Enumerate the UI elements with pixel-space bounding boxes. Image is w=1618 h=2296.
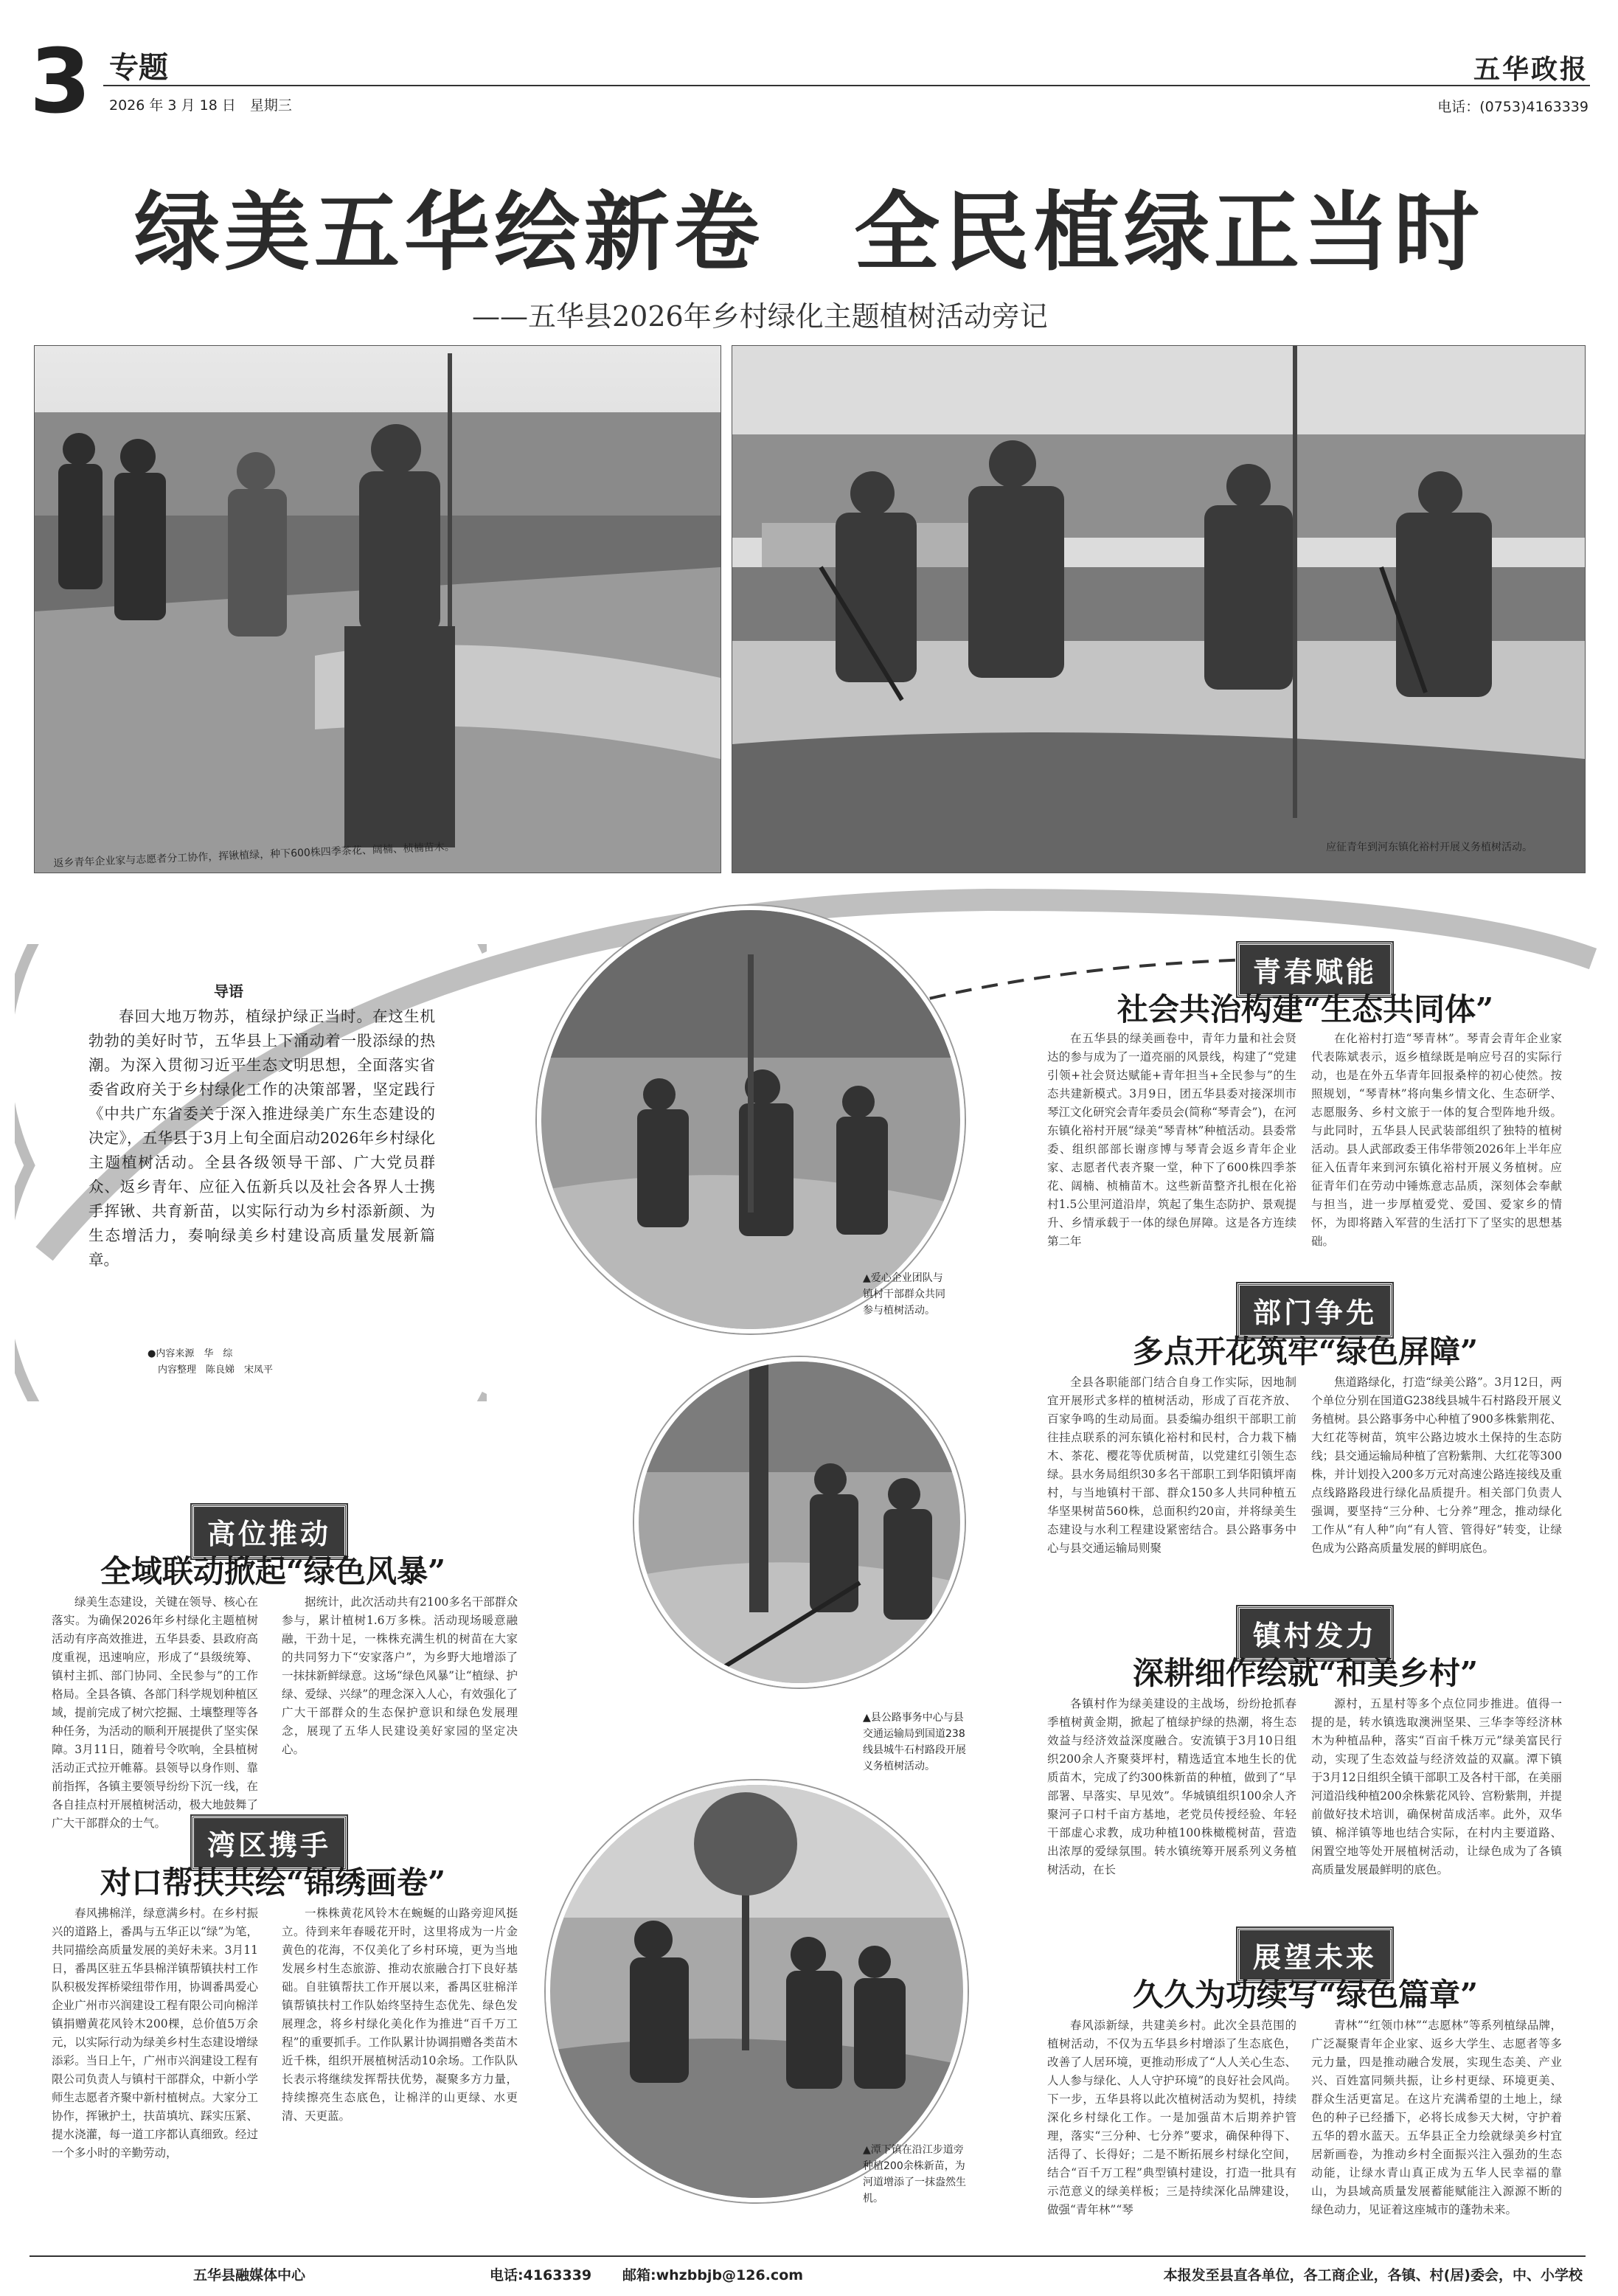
main-headline: 绿美五华绘新卷 全民植绿正当时 xyxy=(134,182,1484,282)
headline-youth: 社会共治构建“生态共同体” xyxy=(1117,991,1494,1027)
intro-source-1: ●内容来源 华 综 xyxy=(147,1348,233,1359)
page-number: 3 xyxy=(29,31,91,133)
section-title: 专题 xyxy=(109,51,168,85)
headline-future: 久久为功续写“绿色篇章” xyxy=(1132,1977,1479,2013)
top-right-caption: 应征青年到河东镇化裕村开展义务植树活动。 xyxy=(1326,842,1532,853)
masthead-phone: 电话：(0753)4163339 xyxy=(1437,99,1589,115)
intro-text: 春回大地万物苏，植绿护绿正当时。在这生机勃勃的美好时节，五华县上下涌动着一股添绿的热潮。为深入贯彻习近平生态文明思想，全面落实省委省政府关于乡村绿化工作的决策部署，坚定践行《中共广东省委关于深入推进绿美广东生态建设的决定》，五华县于3月上旬全面启动2026年乡村绿化主题植树活动。全县各级领导干部、广大党员群众、返乡青年、应征入伍新兵以及社会各界人士携手挥锹、共育新苗，以实际行动为乡村添新颜、为生态增活力，奏响绿美乡村建设高质量发展新篇章。 xyxy=(88,1007,435,1269)
circle2-caption: ▲县公路事务中心与县交通运输局到国道238线县城牛石村路段开展义务植树活动。 xyxy=(863,1712,966,1772)
tag-youth: 青春赋能 xyxy=(1237,943,1392,996)
department-col1: 全县各职能部门结合自身工作实际，因地制宜开展形式多样的植树活动，形成了百花齐放、百家争鸣的生动局面。县委编办组织干部职工前往挂点联系的河东镇化裕村和民村，合力栽下楠木、茶花、樱花等优质树苗，以党建红引领生态绿。县水务局组织30多名干部职工到华阳镇坪南村，与当地镇村干部、群众150多人共同种植五华坚果树苗560株，总面积约20亩，并将绿美生态建设与水利工程建设紧密结合。县公路事务中心与县交通运输局则聚 xyxy=(1047,1376,1296,1555)
villages-col2: 源村，五星村等多个点位同步推进。值得一提的是，转水镇选取澳洲坚果、三华李等经济林木为种植品种，落实“百亩千株万元”绿美富民行动，实现了生态效益与经济效益的双赢。潭下镇于3月12日组织全镇干部职工及各村干部，在美丽河道沿线种植200余株紫花风铃、宫粉紫荆，并提前做好技术培训，确保树苗成活率。此外，双华镇、棉洋镇等地也结合实际，在村内主要道路、闲置空地等处开展植树活动，让绿色成为了各镇高质量发展最鲜明的底色。 xyxy=(1311,1697,1562,1876)
paper-name: 五华政报 xyxy=(1473,54,1589,85)
villages-col1: 各镇村作为绿美建设的主战场，纷纷抢抓春季植树黄金期，掀起了植绿护绿的热潮，将生态效益与经济效益深度融合。安流镇于3月10日组织200余人齐聚葵坪村，精选适宜本地生长的优质苗木，完成了约300株新苗的种植，做到了“早部署、早落实、早见效”。华城镇组织100余人齐聚河子口村千亩方基地，老党员传授经验、年轻干部虚心求教，成功种植100株橄榄树苗，营造出浓厚的爱绿氛围。转水镇统筹开展系列义务植树活动，在长 xyxy=(1047,1697,1296,1876)
circle3-caption: ▲潭下镇在沿江步道旁种植200余株新苗，为河道增添了一抹盎然生机。 xyxy=(863,2144,966,2205)
highway-planting-image xyxy=(639,1362,960,1683)
enterprise-team-image xyxy=(541,910,960,1329)
bayarea-col1: 春风拂棉洋，绿意满乡村。在乡村振兴的道路上，番禺与五华正以“绿”为笔，共同描绘高质量发展的美好未来。3月11日，番禺区驻五华县棉洋镇帮镇扶村工作队积极发挥桥梁纽带作用，协调番禺爱心企业广州市兴润建设工程有限公司向棉洋镇捐赠黄花风铃木200棵，总价值5万余元，以实际行动为绿美乡村生态建设增绿添彩。当日上午，广州市兴润建设工程有限公司负责人与镇村干部群众，中新小学师生志愿者齐聚中新村植树点。大家分工协作，挥锹护土，扶苗填坑、踩实压紧、提水浇灌，每一道工序都认真细致。经过一个多小时的辛勤劳动， xyxy=(52,1907,258,2160)
sub-headline: ——五华县2026年乡村绿化主题植树活动旁记 xyxy=(472,300,1048,333)
top-left-photo xyxy=(34,345,721,873)
circle-photo-1 xyxy=(537,906,965,1333)
future-col2: 青林”“红领巾林”“志愿林”等系列植绿品牌，广泛凝聚青年企业家、返乡大学生、志愿者等多元力量，四是推动融合发展，实现生态美、产业兴、百姓富同频共振，让乡村更绿、环境更美、群众生活更富足。在这片充满希望的土地上，绿色的种子已经播下，必将长成参天大树，守护着五华的碧水蓝天。五华县正全力绘就绿美乡村宜居新画卷，为推动乡村全面振兴注入强劲的生态动能，让绿水青山真正成为五华人民幸福的靠山，为县域高质量发展蓄能赋能注入源源不断的绿色动力，见证着这座城市的蓬勃未来。 xyxy=(1311,2019,1562,2216)
youth-col1: 在五华县的绿美画卷中，青年力量和社会贤达的参与成为了一道亮丽的风景线，构建了“党建引领+社会贤达赋能+青年担当+全民参与”的生态共建新模式。3月9日，团五华县委对接深圳市琴江文化研究会青年委员会(简称“琴青会”)，在河东镇化裕村开展“绿美“琴青林”种植活动。县委常委、组织部部长谢彦博与琴青会返乡青年企业家、志愿者代表齐聚一堂，种下了600株四季茶花、阔楠、桢楠苗木。这些新苗整齐扎根在化裕村1.5公里河道沿岸，筑起了集生态防护、景观提升、乡情承载于一体的绿色屏障。这是各方连续第二年 xyxy=(1047,1032,1296,1248)
circle-photo-2 xyxy=(634,1357,965,1688)
tag-department: 部门争先 xyxy=(1237,1283,1392,1337)
footer-center: 五华县融媒体中心 xyxy=(193,2267,306,2283)
circle-photo-3 xyxy=(546,1780,968,2202)
headline-villages: 深耕细作绘就“和美乡村” xyxy=(1132,1655,1479,1691)
intro-box xyxy=(37,959,494,1376)
headline-leadership: 全域联动掀起“绿色风暴” xyxy=(100,1553,446,1589)
leadership-col1: 绿美生态建设，关键在领导、核心在落实。为确保2026年乡村绿化主题植树活动有序高效推进，五华县委、县政府高度重视，迅速响应，形成了“县级统筹、镇村主抓、部门协同、全民参与”的工作格局。全县各镇、各部门科学规划种植区域，提前完成了树穴挖掘、土壤整理等各种任务，为活动的顺利开展提供了坚实保障。3月11日，随着号令吹响，全县植树活动正式拉开帷幕。县领导以身作则、靠前指挥，各镇主要领导纷纷下沉一线，在各自挂点村开展植树活动，极大地鼓舞了广大干部群众的士气。 xyxy=(52,1595,258,1829)
date-line: 2026 年 3 月 18 日 星期三 xyxy=(109,97,292,114)
youth-col2: 在化裕村打造“琴青林”。琴青会青年企业家代表陈斌表示，返乡植绿既是响应号召的实际行动，也是在外五华青年回报桑梓的初心使然。按照规划，“琴青林”将向集乡情文化、生态研学、志愿服务、乡村文旅于一体的复合型阵地升级。与此同时，五华县人民武装部组织了独特的植树活动。县人武部政委王伟华带领2026年上半年应征入伍青年来到河东镇化裕村开展义务植树。应征青年们在劳动中锤炼意志品质，深刻体会奉献与担当，进一步厚植爱党、爱国、爱家乡的情怀，为即将踏入军营的生活打下了坚实的思想基础。 xyxy=(1311,1032,1562,1248)
future-col1: 春风添新绿，共建美乡村。此次全县范围的植树活动，不仅为五华县乡村增添了生态底色，改善了人居环境，更推动形成了“人人关心生态、人人参与绿化、人人守护环境”的良好社会风尚。下一步，五华县将以此次植树活动为契机，持续深化乡村绿化工作。一是加强苗木后期养护管理，落实“三分种、七分养”要求，确保种得下、活得了、长得好；二是不断拓展乡村绿化空间，结合“百千万工程”典型镇村建设，打造一批具有示范意义的绿美样板；三是持续深化品牌建设，做强“青年林”“琴 xyxy=(1047,2019,1296,2216)
department-col2: 焦道路绿化，打造“绿美公路”。3月12日，两个单位分别在国道G238线县城牛石村路段开展义务植树。县公路事务中心种植了900多株紫荆花、大红花等树苗，筑牢公路边坡水土保持的生态防线；县交通运输局种植了宫粉紫荆、大红花等300株，并计划投入200多万元对高速公路连接线及重点线路路段进行绿化品质提升。相关部门负责人强调，要坚持“三分种、七分养”理念，推动绿化工作从“有人种”向“有人管、管得好”转变，让绿色成为公路高质量发展的鲜明底色。 xyxy=(1311,1376,1562,1555)
tag-villages: 镇村发力 xyxy=(1237,1606,1392,1660)
recruits-planting-image xyxy=(732,346,1585,873)
headline-bayarea: 对口帮扶共绘“锦绣画卷” xyxy=(100,1865,446,1901)
footer-email: 邮箱:whzbbjb@126.com xyxy=(622,2267,804,2283)
tag-leadership: 高位推动 xyxy=(192,1505,347,1558)
headline-department: 多点开花筑牢“绿色屏障” xyxy=(1132,1333,1479,1370)
top-left-caption: 返乡青年企业家与志愿者分工协作，挥锹植绿，种下600株四季茶花、阔楠、桢楠苗木。 xyxy=(53,841,456,870)
circle1-caption: ▲爱心企业团队与镇村干部群众共同参与植树活动。 xyxy=(863,1272,945,1317)
masthead-rule xyxy=(103,85,1590,86)
leadership-col2: 据统计，此次活动共有2100多名干部群众参与，累计植树1.6万多株。活动现场暖意融融，干劲十足，一株株充满生机的树苗在大家的共同努力下“安家落户”，为乡野大地增添了一抹抹新鲜绿意。这场“绿色风暴”让“植绿、护绿、爱绿、兴绿”的理念深入人心，有效强化了广大干部群众的生态保护意识和绿色发展理念，展现了五华人民建设美好家园的坚定决心。 xyxy=(282,1595,518,1756)
riverside-planting-image xyxy=(550,1785,963,2198)
footer-phone: 电话:4163339 xyxy=(490,2267,592,2283)
volunteers-planting-image xyxy=(35,346,721,873)
tag-bayarea: 湾区携手 xyxy=(192,1816,347,1870)
intro-source-2: 内容整理 陈良娣 宋凤平 xyxy=(158,1364,274,1376)
footer-distribution: 本报发至县直各单位，各工商企业，各镇、村(居)委会，中、小学校 xyxy=(1163,2267,1583,2283)
top-right-photo xyxy=(732,345,1586,873)
bayarea-col2: 一株株黄花风铃木在蜿蜒的山路旁迎风挺立。待到来年春暖花开时，这里将成为一片金黄色的花海，不仅美化了乡村环境，更为当地发展乡村生态旅游、推动农旅融合打下良好基础。自驻镇帮扶工作开展以来，番禺区驻棉洋镇帮镇扶村工作队始终坚持生态优先、绿色发展理念，将乡村绿化美化作为推进“百千万工程”的重要抓手。工作队累计协调捐赠各类苗木近千株，组织开展植树活动10余场。工作队队长表示将继续发挥帮扶优势，凝聚多方力量，持续擦亮生态底色，让棉洋的山更绿、水更清、天更蓝。 xyxy=(282,1907,518,2123)
tag-future: 展望未来 xyxy=(1237,1928,1392,1982)
intro-title: 导语 xyxy=(214,982,243,1000)
footer-rule xyxy=(29,2255,1586,2257)
